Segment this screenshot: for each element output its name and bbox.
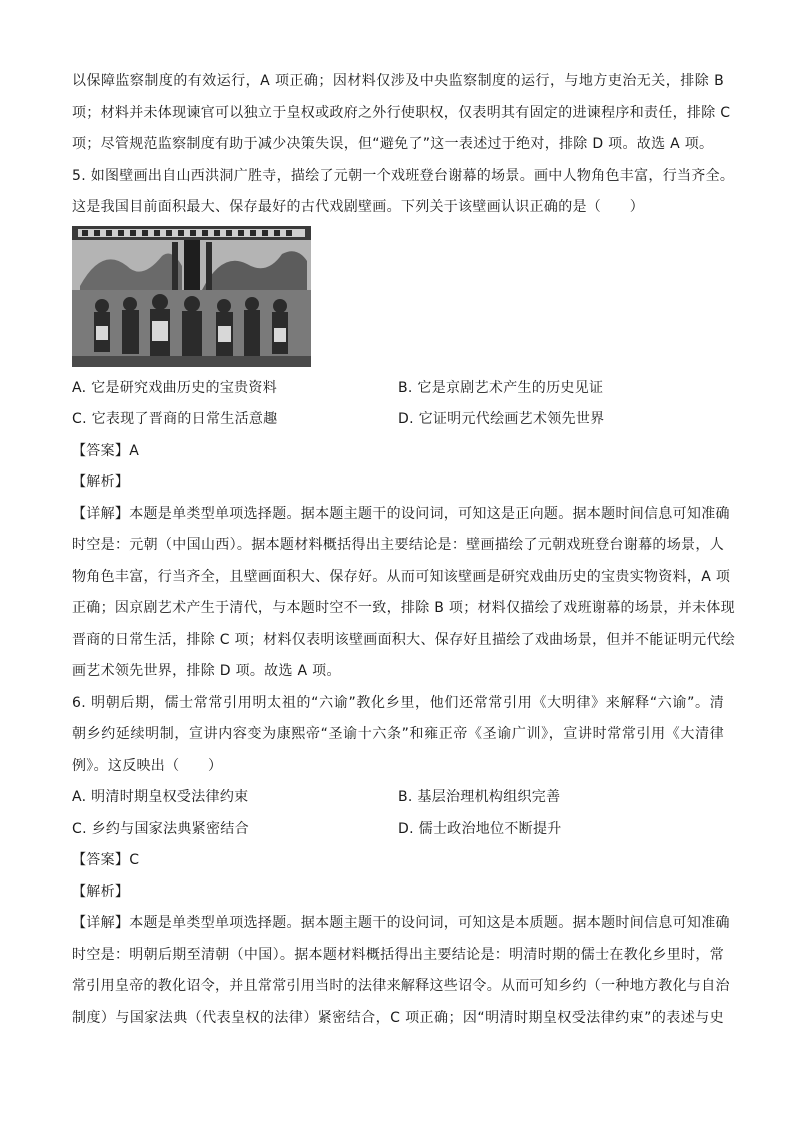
option-d: D. 它证明元代绘画艺术领先世界 (398, 411, 605, 427)
detail-line: 物角色丰富，行当齐全，且壁画面积大、保存好。从而可知该壁画是研究戏曲历史的宝贵实物资料，A 项 (72, 568, 731, 585)
answer-label: 【答案】A (72, 442, 140, 459)
analysis-label: 【解析】 (72, 883, 130, 900)
option-b: B. 它是京剧艺术产生的历史见证 (398, 379, 604, 396)
detail-line: 时空是：明朝后期至清朝（中国）。据本题材料概括得出主要结论是：明清时期的儒士在教化乡里时，常 (72, 946, 724, 963)
detail-line: 【详解】本题是单类型单项选择题。据本题主题干的设问词，可知这是本质题。据本题时间信息可知准确 (72, 915, 730, 931)
option-c: C. 它表现了晋商的日常生活意趣 (72, 411, 278, 427)
option-c: C. 乡约与国家法典紧密结合 (72, 820, 249, 837)
text-line: 项；尽管规范监察制度有助于减少决策失误，但“避免了”这一表述过于绝对，排除 D 项。故选 A 项。 (72, 136, 714, 152)
previous-analysis (72, 66, 731, 161)
text-line: 项；材料并未体现谏官可以独立于皇权或政府之外行使职权，仅表明其有固定的进谏程序和责任，排除 C (72, 104, 731, 121)
detail-line: 晋商的日常生活，排除 C 项；材料仅表明该壁画面积大、保存好且描绘了戏曲场景，但并不能证明元代绘 (72, 631, 736, 648)
detail-line: 【详解】本题是单类型单项选择题。据本题主题干的设问词，可知这是正向题。据本题时间信息可知准确 (72, 505, 730, 522)
option-a: A. 它是研究戏曲历史的宝贵资料 (72, 379, 278, 396)
question-stem: 例》。这反映出（ ） (72, 757, 223, 774)
mural-image (72, 226, 311, 367)
option-d: D. 儒士政治地位不断提升 (398, 820, 562, 837)
detail-line: 画艺术领先世界，排除 D 项。故选 A 项。 (72, 663, 341, 679)
option-b: B. 基层治理机构组织完善 (398, 789, 561, 805)
analysis-label: 【解析】 (72, 474, 130, 490)
detail-line: 制度）与国家法典（代表皇权的法律）紧密结合，C 项正确；因“明清时期皇权受法律约束”的表述与史 (72, 1009, 724, 1026)
options-row (72, 373, 724, 405)
question-stem: 这是我国目前面积最大、保存最好的古代戏剧壁画。下列关于该壁画认识正确的是（ ） (72, 199, 644, 215)
text-line: 以保障监察制度的有效运行，A 项正确；因材料仅涉及中央监察制度的运行，与地方吏治无关，排除 B (72, 73, 724, 89)
document-page (72, 66, 736, 1034)
options-row (72, 404, 724, 436)
options-row (72, 782, 724, 814)
detail-line: 常引用皇帝的教化诏令，并且常常引用当时的法律来解释这些诏令。从而可知乡约（一种地方教化与自治 (72, 978, 730, 994)
question-stem: 5. 如图壁画出自山西洪洞广胜寺，描绘了元朝一个戏班登台谢幕的场景。画中人物角色丰富，行当齐全。 (72, 167, 735, 184)
options-row (72, 814, 724, 846)
detail-line: 时空是：元朝（中国山西）。据本题材料概括得出主要结论是：壁画描绘了元朝戏班登台谢幕的场景，人 (72, 537, 724, 553)
answer-label: 【答案】C (72, 852, 140, 868)
question-stem: 朝乡约延续明制，宣讲内容变为康熙帝“圣谕十六条”和雍正帝《圣谕广训》，宣讲时常常引用《大清律 (72, 726, 724, 742)
option-a: A. 明清时期皇权受法律约束 (72, 789, 249, 805)
question-6 (72, 688, 730, 1035)
question-5 (72, 161, 736, 688)
question-stem: 6. 明朝后期，儒士常常引用明太祖的“六谕”教化乡里，他们还常常引用《大明律》来解释“六谕”。清 (72, 694, 724, 711)
detail-line: 正确；因京剧艺术产生于清代，与本题时空不一致，排除 B 项；材料仅描绘了戏班谢幕的场景，并未体现 (72, 600, 735, 616)
